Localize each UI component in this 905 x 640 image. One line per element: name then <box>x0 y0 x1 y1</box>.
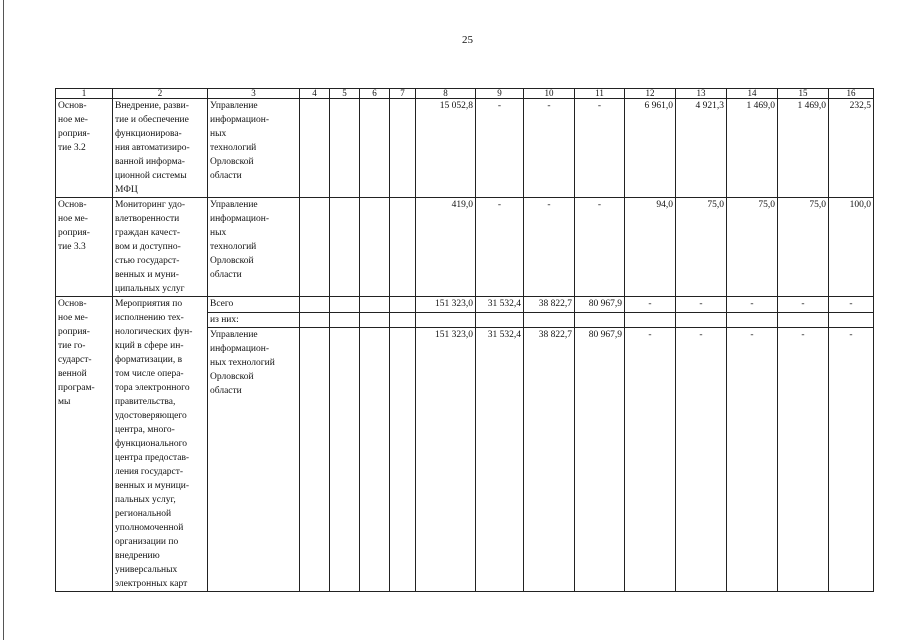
event-number-cell-line: венной <box>58 369 87 379</box>
column-number-6: 6 <box>360 89 390 99</box>
value-col-13: 75,0 <box>676 198 727 297</box>
value-col-8: 15 052,8 <box>416 99 476 198</box>
value-col-11: - <box>575 99 625 198</box>
event-name-cell-line: ципальных услуг <box>115 284 185 294</box>
empty-col-13 <box>676 312 727 328</box>
table-row <box>56 198 874 297</box>
executor-cell-line: ных <box>210 228 227 238</box>
value-col-16: - <box>829 328 874 592</box>
code-col-4 <box>300 297 330 313</box>
total-label: Всего <box>208 297 300 313</box>
value-col-15: - <box>778 328 829 592</box>
event-number-cell-line: сударст- <box>58 355 92 365</box>
event-name-cell-line: венных и муни- <box>115 270 179 280</box>
empty-col-7 <box>390 312 416 328</box>
value-col-8: 151 323,0 <box>416 328 476 592</box>
event-name-cell-line: правительства, <box>115 397 176 407</box>
event-name-cell-line: вом и доступно- <box>115 242 181 252</box>
executor-cell-line: технологий <box>210 143 257 153</box>
executor-cell-line: Орловской <box>210 157 254 167</box>
code-col-6 <box>360 297 390 313</box>
event-name-cell <box>113 99 208 198</box>
column-number-2: 2 <box>113 89 208 99</box>
value-col-14: - <box>727 297 778 313</box>
event-name-cell-line: ления государст- <box>115 467 184 477</box>
column-number-5: 5 <box>330 89 360 99</box>
column-number-4: 4 <box>300 89 330 99</box>
empty-col-6 <box>360 312 390 328</box>
event-name-cell-line: центра предостав- <box>115 453 190 463</box>
event-name-cell-line: ционной системы <box>115 171 187 181</box>
executor-cell-line: информацион- <box>210 115 270 125</box>
empty-col-5 <box>330 312 360 328</box>
value-col-8: 419,0 <box>416 198 476 297</box>
empty-col-10 <box>524 312 575 328</box>
column-number-1: 1 <box>56 89 113 99</box>
column-number-row <box>56 89 874 99</box>
event-name-cell-line: форматизации, в <box>115 355 183 365</box>
event-name-cell <box>113 297 208 592</box>
code-col-7 <box>390 328 416 592</box>
value-col-15: - <box>778 297 829 313</box>
value-col-11: 80 967,9 <box>575 297 625 313</box>
value-col-12: - <box>625 297 676 313</box>
empty-col-8 <box>416 312 476 328</box>
value-col-11: - <box>575 198 625 297</box>
event-number-cell-line: ное ме- <box>58 313 88 323</box>
event-name-cell-line: том числе опера- <box>115 369 184 379</box>
column-number-3: 3 <box>208 89 300 99</box>
event-name-cell-line: венных и муници- <box>115 481 190 491</box>
value-col-15: 1 469,0 <box>778 99 829 198</box>
column-number-15: 15 <box>778 89 829 99</box>
value-col-14: 75,0 <box>727 198 778 297</box>
column-number-13: 13 <box>676 89 727 99</box>
code-col-6 <box>360 99 390 198</box>
value-col-12: 94,0 <box>625 198 676 297</box>
column-number-10: 10 <box>524 89 575 99</box>
executor-cell-line: Орловской <box>210 372 254 383</box>
event-name-cell <box>113 198 208 297</box>
event-number-cell <box>56 297 113 592</box>
code-col-7 <box>390 198 416 297</box>
empty-col-16 <box>829 312 874 328</box>
code-col-4 <box>300 198 330 297</box>
code-col-6 <box>360 328 390 592</box>
column-number-16: 16 <box>829 89 874 99</box>
executor-cell-line: информацион- <box>210 214 270 224</box>
value-col-12: - <box>625 328 676 592</box>
executor-cell-line: Управление <box>210 101 258 111</box>
executor-cell-line: области <box>210 171 242 181</box>
code-col-4 <box>300 328 330 592</box>
column-number-8: 8 <box>416 89 476 99</box>
code-col-7 <box>390 297 416 313</box>
empty-col-4 <box>300 312 330 328</box>
event-name-cell-line: удостоверяющего <box>115 411 187 421</box>
code-col-5 <box>330 328 360 592</box>
event-name-cell-line: пальных услуг, <box>115 495 176 505</box>
event-name-cell-line: кций в сфере ин- <box>115 341 184 351</box>
event-name-cell-line: функционального <box>115 439 187 449</box>
column-number-7: 7 <box>390 89 416 99</box>
event-number-cell-line: роприя- <box>58 228 90 238</box>
empty-col-11 <box>575 312 625 328</box>
value-col-10: 38 822,7 <box>524 328 575 592</box>
event-number-cell-line: тие го- <box>58 341 86 351</box>
executor-cell-line: Управление <box>210 330 258 341</box>
executor-cell <box>208 99 300 198</box>
executor-cell-line: информацион- <box>210 344 270 355</box>
value-col-16: 100,0 <box>829 198 874 297</box>
event-number-cell-line: тие 3.2 <box>58 143 86 153</box>
event-name-cell-line: функционирова- <box>115 129 182 139</box>
event-name-cell-line: тора электронного <box>115 383 190 393</box>
executor-cell-line: области <box>210 386 242 397</box>
event-number-cell-line: Основ- <box>58 200 87 210</box>
event-name-cell-line: МФЦ <box>115 185 138 195</box>
event-number-cell-line: мы <box>58 397 71 407</box>
value-col-9: 31 532,4 <box>476 328 524 592</box>
event-number-cell <box>56 99 113 198</box>
value-col-15: 75,0 <box>778 198 829 297</box>
event-name-cell-line: центра, много- <box>115 425 175 435</box>
column-number-14: 14 <box>727 89 778 99</box>
event-number-cell-line: ное ме- <box>58 115 88 125</box>
event-name-cell-line: граждан качест- <box>115 228 181 238</box>
event-name-cell-line: стью государст- <box>115 256 180 266</box>
executor-cell-line: технологий <box>210 242 257 252</box>
executor-cell-line: ных технологий <box>210 358 275 369</box>
event-number-cell-line: Основ- <box>58 299 87 309</box>
event-name-cell-line: ния автоматизиро- <box>115 143 190 153</box>
executor-cell-line: Орловской <box>210 256 254 266</box>
executor-cell <box>208 198 300 297</box>
page-left-edge <box>3 0 4 640</box>
event-number-cell-line: роприя- <box>58 327 90 337</box>
column-number-11: 11 <box>575 89 625 99</box>
event-name-cell-line: Мониторинг удо- <box>115 200 185 210</box>
event-name-cell-line: Мероприятия по <box>115 299 183 309</box>
code-col-4 <box>300 99 330 198</box>
event-number-cell-line: ное ме- <box>58 214 88 224</box>
code-col-7 <box>390 99 416 198</box>
value-col-14: 1 469,0 <box>727 99 778 198</box>
executor-cell-line: Управление <box>210 200 258 210</box>
event-name-cell-line: исполнению тех- <box>115 313 184 323</box>
event-number-cell-line: тие 3.3 <box>58 242 86 252</box>
code-col-5 <box>330 297 360 313</box>
empty-col-9 <box>476 312 524 328</box>
empty-col-15 <box>778 312 829 328</box>
value-col-12: 6 961,0 <box>625 99 676 198</box>
value-col-9: - <box>476 198 524 297</box>
event-number-cell-line: Основ- <box>58 101 87 111</box>
executor-cell <box>208 328 300 592</box>
event-number-cell-line: роприя- <box>58 129 90 139</box>
executor-cell-line: ных <box>210 129 227 139</box>
table-row <box>56 297 874 313</box>
value-col-14: - <box>727 328 778 592</box>
event-name-cell-line: электронных карт <box>115 579 188 589</box>
empty-col-12 <box>625 312 676 328</box>
event-name-cell-line: тие и обеспечение <box>115 115 189 125</box>
page-number: 25 <box>462 34 473 46</box>
table-row <box>56 99 874 198</box>
value-col-10: - <box>524 198 575 297</box>
executor-cell-line: области <box>210 270 242 280</box>
value-col-9: 31 532,4 <box>476 297 524 313</box>
budget-table <box>55 88 874 592</box>
event-name-cell-line: универсальных <box>115 565 178 575</box>
code-col-5 <box>330 198 360 297</box>
value-col-8: 151 323,0 <box>416 297 476 313</box>
empty-col-14 <box>727 312 778 328</box>
column-number-12: 12 <box>625 89 676 99</box>
value-col-13: - <box>676 297 727 313</box>
value-col-13: 4 921,3 <box>676 99 727 198</box>
value-col-10: 38 822,7 <box>524 297 575 313</box>
event-name-cell-line: уполномоченной <box>115 523 184 533</box>
value-col-13: - <box>676 328 727 592</box>
column-number-9: 9 <box>476 89 524 99</box>
event-name-cell-line: внедрению <box>115 551 160 561</box>
value-col-10: - <box>524 99 575 198</box>
event-number-cell-line: програм- <box>58 383 95 393</box>
value-col-9: - <box>476 99 524 198</box>
value-col-16: 232,5 <box>829 99 874 198</box>
event-name-cell-line: Внедрение, разви- <box>115 101 189 111</box>
event-name-cell-line: ванной информа- <box>115 157 185 167</box>
event-name-cell-line: нологических фун- <box>115 327 193 337</box>
event-name-cell-line: региональной <box>115 509 172 519</box>
event-number-cell <box>56 198 113 297</box>
event-name-cell-line: влетворенности <box>115 214 180 224</box>
event-name-cell-line: организации по <box>115 537 179 547</box>
code-col-5 <box>330 99 360 198</box>
value-col-11: 80 967,9 <box>575 328 625 592</box>
code-col-6 <box>360 198 390 297</box>
value-col-16: - <box>829 297 874 313</box>
of-which-label: из них: <box>208 312 300 328</box>
